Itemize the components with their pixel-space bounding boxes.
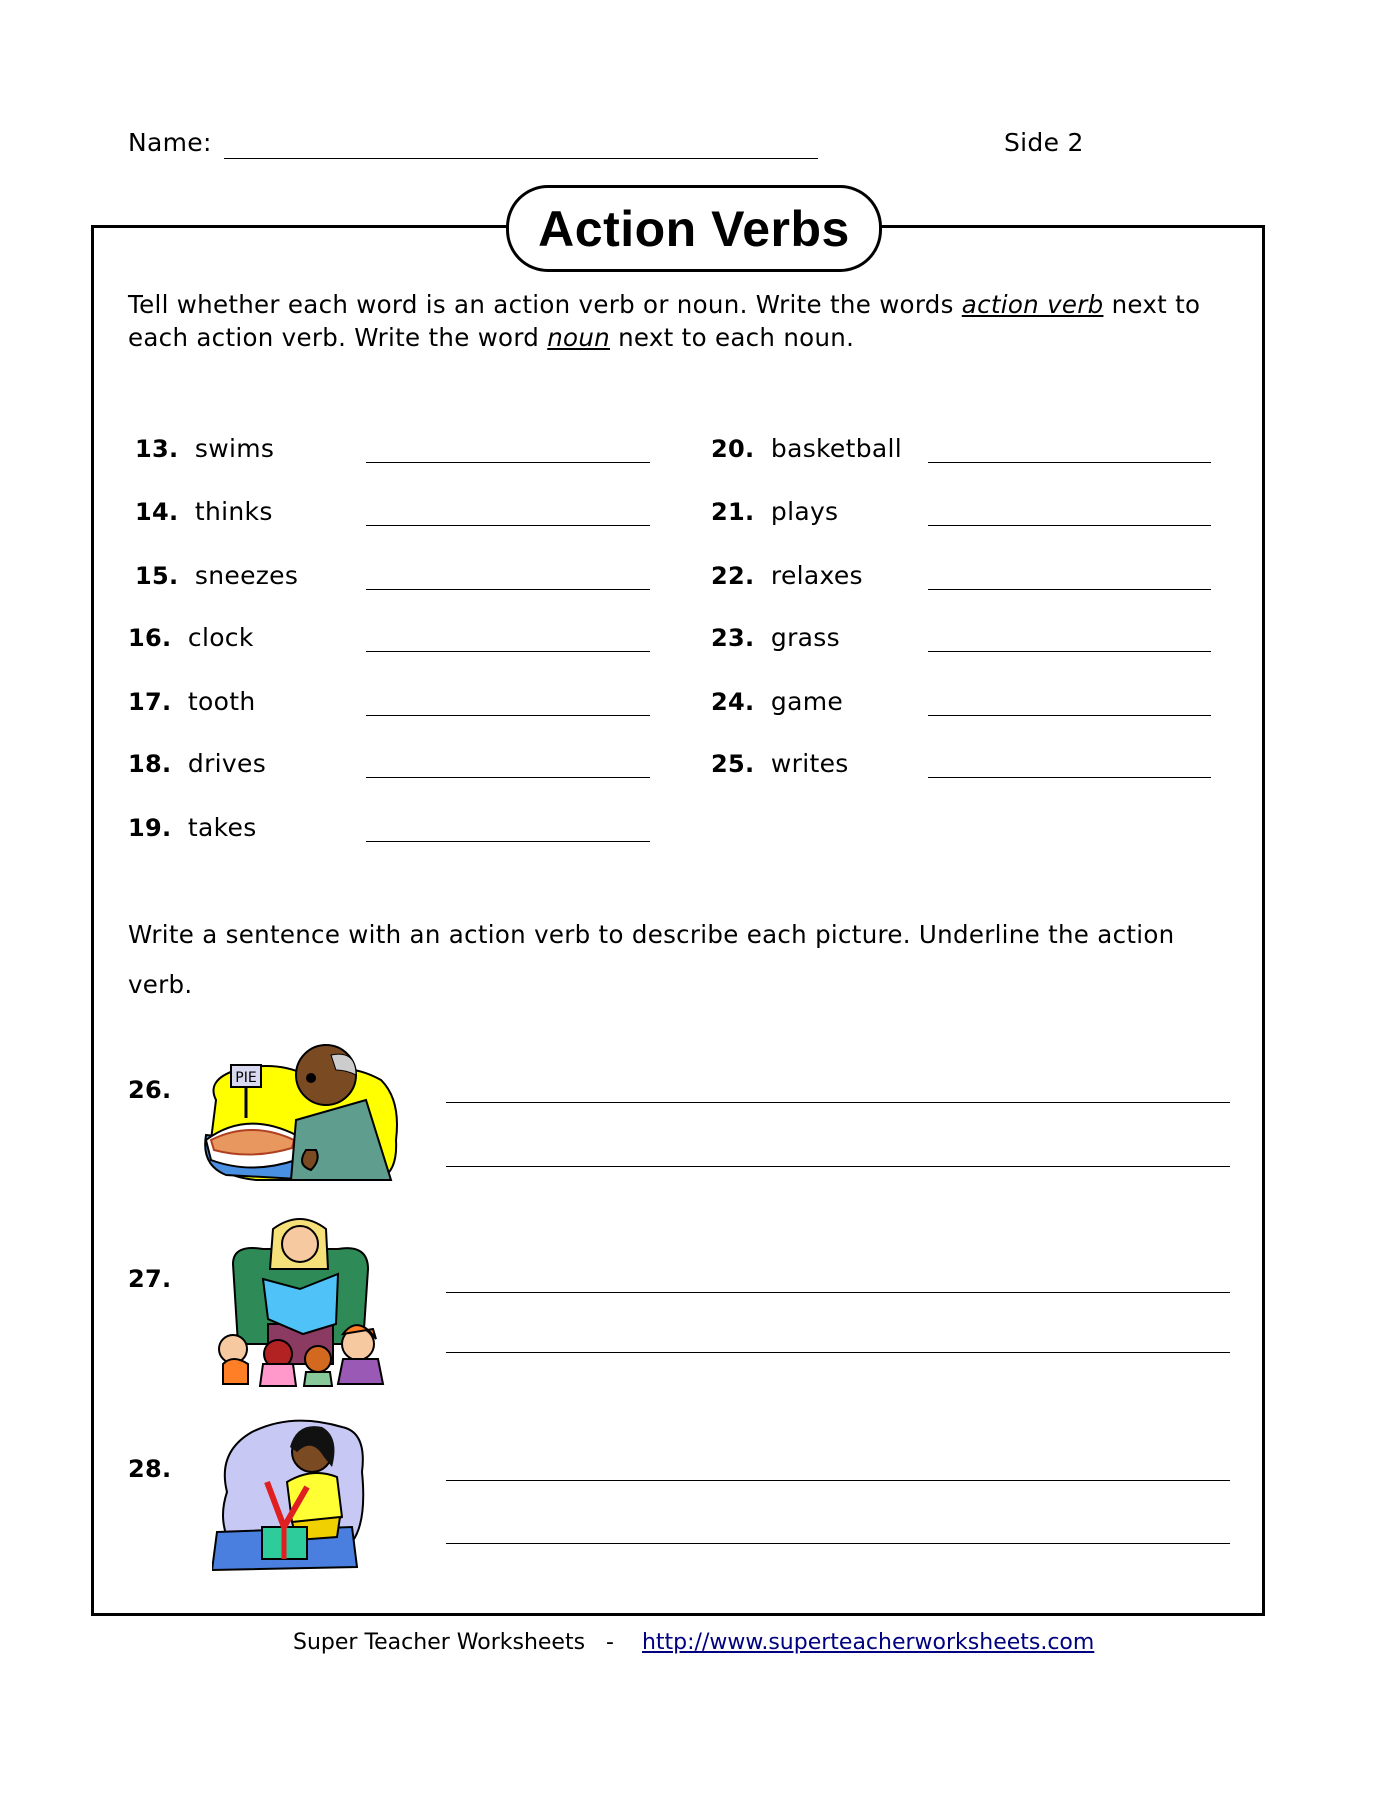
sentence-line[interactable] bbox=[446, 1352, 1230, 1353]
footer-link[interactable]: http://www.superteacherworksheets.com bbox=[641, 1630, 1095, 1655]
answer-line[interactable] bbox=[366, 841, 650, 842]
instr-text: next to each action verb. Write the word bbox=[128, 290, 1201, 352]
item-number: 24. bbox=[711, 688, 755, 716]
list-item bbox=[128, 687, 255, 716]
item-word: grass bbox=[770, 623, 840, 652]
item-number: 22. bbox=[711, 562, 755, 590]
answer-line[interactable] bbox=[928, 589, 1211, 590]
footer-separator: - bbox=[606, 1630, 614, 1655]
answer-line[interactable] bbox=[928, 777, 1211, 778]
answer-line[interactable] bbox=[366, 715, 650, 716]
item-word: sneezes bbox=[194, 561, 299, 590]
woman-reading-to-children-illustration bbox=[208, 1214, 394, 1389]
part2-instructions-line1: Write a sentence with an action verb to describe each picture. Underline the action bbox=[128, 920, 1175, 949]
picture-item-number: 28. bbox=[128, 1455, 172, 1483]
item-word: basketball bbox=[770, 434, 902, 463]
item-word: takes bbox=[187, 813, 257, 842]
item-number: 19. bbox=[128, 814, 172, 842]
item-number: 14. bbox=[135, 498, 179, 526]
item-word: clock bbox=[187, 623, 254, 652]
item-number: 13. bbox=[135, 435, 179, 463]
item-word: plays bbox=[770, 497, 839, 526]
picture-item-number: 27. bbox=[128, 1265, 172, 1293]
item-number: 21. bbox=[711, 498, 755, 526]
answer-line[interactable] bbox=[366, 777, 650, 778]
list-item bbox=[128, 813, 257, 842]
item-word: relaxes bbox=[770, 561, 863, 590]
side-label: Side 2 bbox=[1004, 128, 1084, 157]
answer-line[interactable] bbox=[928, 651, 1211, 652]
item-word: tooth bbox=[187, 687, 256, 716]
sentence-line[interactable] bbox=[446, 1102, 1230, 1103]
name-label: Name: bbox=[128, 128, 212, 157]
title-pill bbox=[506, 185, 882, 272]
instr-emphasis-action-verb: action verb bbox=[961, 290, 1104, 319]
item-word: drives bbox=[187, 749, 267, 778]
svg-text:PIE: PIE bbox=[235, 1070, 257, 1086]
item-number: 20. bbox=[711, 435, 755, 463]
man-smelling-pie-illustration bbox=[196, 1040, 402, 1185]
item-word: writes bbox=[770, 749, 849, 778]
answer-line[interactable] bbox=[366, 651, 650, 652]
part2-instructions-line2: verb. bbox=[128, 970, 193, 999]
instr-text: next to each noun. bbox=[610, 323, 855, 352]
item-number: 15. bbox=[135, 562, 179, 590]
answer-line[interactable] bbox=[928, 525, 1211, 526]
item-word: game bbox=[770, 687, 844, 716]
item-number: 18. bbox=[128, 750, 172, 778]
item-number: 25. bbox=[711, 750, 755, 778]
answer-line[interactable] bbox=[928, 462, 1211, 463]
instr-emphasis-noun: noun bbox=[547, 323, 611, 352]
footer bbox=[293, 1630, 1094, 1655]
answer-line[interactable] bbox=[366, 525, 650, 526]
item-word: thinks bbox=[194, 497, 273, 526]
item-number: 23. bbox=[711, 624, 755, 652]
list-item bbox=[711, 623, 840, 652]
sentence-line[interactable] bbox=[446, 1543, 1230, 1544]
page-title: Action Verbs bbox=[538, 200, 850, 257]
sentence-line[interactable] bbox=[446, 1292, 1230, 1293]
name-field[interactable] bbox=[224, 158, 818, 159]
picture-item-number: 26. bbox=[128, 1076, 172, 1104]
sentence-line[interactable] bbox=[446, 1166, 1230, 1167]
woman-wrapping-gift-illustration bbox=[212, 1412, 372, 1572]
item-word: swims bbox=[194, 434, 275, 463]
list-item bbox=[135, 434, 274, 463]
list-item bbox=[711, 687, 843, 716]
item-number: 17. bbox=[128, 688, 172, 716]
part1-instructions bbox=[128, 288, 1258, 354]
list-item bbox=[128, 623, 254, 652]
list-item bbox=[711, 749, 849, 778]
list-item bbox=[128, 749, 266, 778]
list-item bbox=[711, 561, 863, 590]
list-item bbox=[135, 497, 273, 526]
item-number: 16. bbox=[128, 624, 172, 652]
list-item bbox=[711, 497, 838, 526]
sentence-line[interactable] bbox=[446, 1480, 1230, 1481]
answer-line[interactable] bbox=[928, 715, 1211, 716]
list-item bbox=[711, 434, 902, 463]
answer-line[interactable] bbox=[366, 589, 650, 590]
answer-line[interactable] bbox=[366, 462, 650, 463]
instr-text: Tell whether each word is an action verb or noun. Write the words bbox=[128, 290, 962, 319]
footer-site-name: Super Teacher Worksheets bbox=[293, 1630, 586, 1655]
list-item bbox=[135, 561, 298, 590]
